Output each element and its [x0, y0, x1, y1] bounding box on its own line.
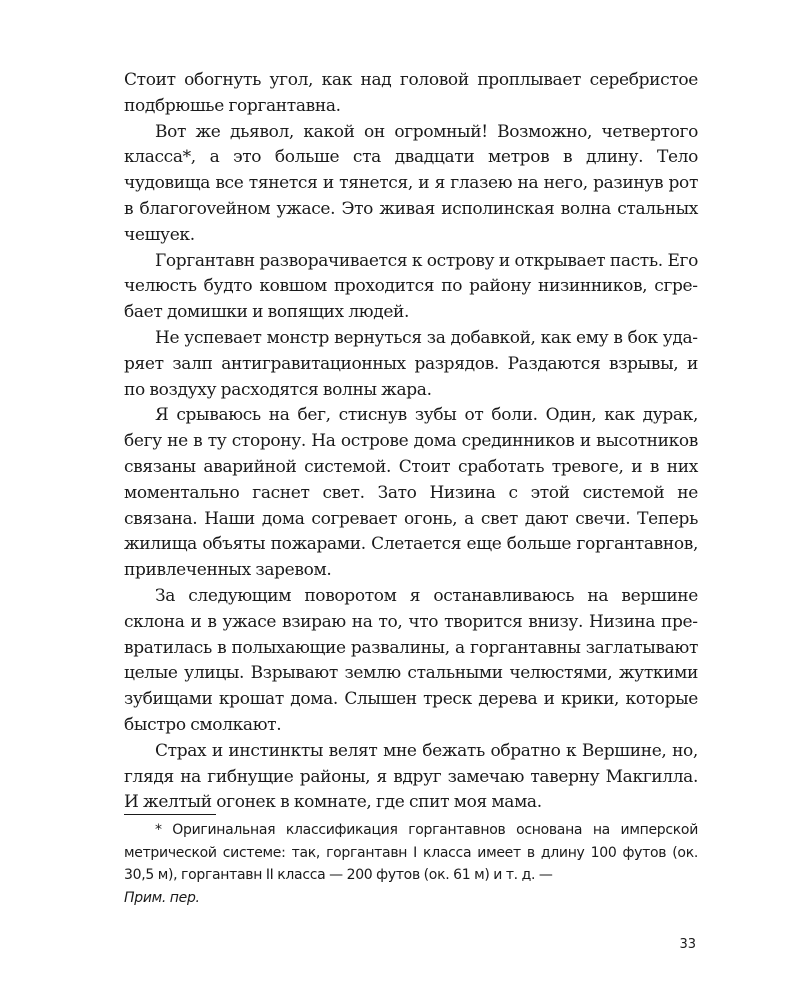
paragraph-3: Горгантавн разворачивается к острову и открывает пасть. Его челюсть будто ковшом проходится по району низинников, сгребает домишки и вопящих людей.: [124, 250, 698, 323]
paragraph-4: Не успевает монстр вернуться за добавкой, как ему в бок ударяет залп антигравитационных разрядов. Раздаются взрывы, и по воздуху расходятся волны жара.: [124, 327, 698, 400]
paragraph-6: За следующим поворотом я останавливаюсь на вершине склона и в ужасе взираю на то, что творится внизу. Низина превратилась в полыхающие развалины, а горгантавны заглатывают целые улицы. Взрывают землю стальными челюстями, жуткими зубищами крошат дома. Слышен треск дерева и крики, которые быстро смолкают.: [124, 585, 698, 735]
footnote-divider: [124, 814, 216, 815]
page-number: 33: [679, 937, 696, 952]
paragraph-1: Стоит обогнуть угол, как над головой проплывает серебристое подбрюшье горгантавна.: [124, 70, 698, 116]
footnote: [124, 819, 698, 909]
paragraph-2: Вот же дьявол, какой он огромный! Возможно, четвертого класса*, а это больше ста двадцати метров в длину. Тело чудовища все тянется и тянется, и я глазею на него, разинув рот в благогоvейном ужасе. Это живая исполинская волна стальных чешуек.: [124, 121, 698, 245]
translator-note: Прим. пер.: [124, 889, 200, 906]
footnote-text: * Оригинальная классификация горгантавнов основана на имперской метрической системе: так, горгантавн I класса имеет в длину 100 футов (ок. 30,5 м), горгантавн II класса — 200 футов (ок. 61 м) и т. д. —: [124, 822, 698, 883]
paragraph-7: Страх и инстинкты велят мне бежать обратно к Вершине, но, глядя на гибнущие районы, я вдруг замечаю таверну Макгилла. И желтый огонек в комнате, где спит моя мама.: [124, 740, 698, 813]
footnote-paragraph: [124, 819, 698, 909]
body-text: [124, 68, 698, 816]
paragraph-5: Я срываюсь на бег, стиснув зубы от боли. Один, как дурак, бегу не в ту сторону. На острове дома срединников и высотников связаны аварийной системой. Стоит сработать тревоге, и в них моментально гаснет свет. Зато Низина с этой системой не связана. Наши дома согревает огонь, а свет дают свечи. Теперь жилища объяты пожарами. Слетается еще больше горгантавнов, привлеченных заревом.: [124, 405, 698, 581]
